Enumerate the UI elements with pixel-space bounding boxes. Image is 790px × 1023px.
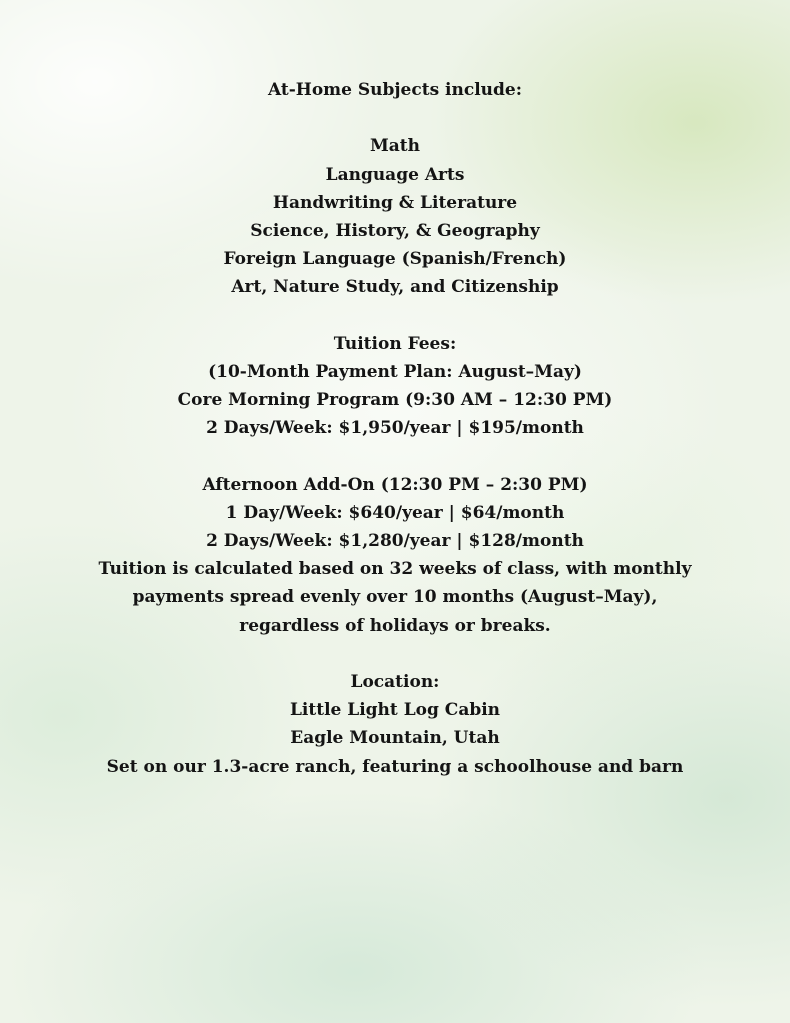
subject-item: Foreign Language (Spanish/French): [223, 249, 567, 270]
location-description: Set on our 1.3-acre ranch, featuring a schoolhouse and barn: [106, 756, 684, 777]
location-heading: Location:: [350, 671, 440, 692]
tuition-heading: Tuition Fees:: [333, 333, 457, 354]
subject-item: Math: [369, 136, 421, 157]
subjects-heading: At-Home Subjects include:: [267, 80, 523, 100]
addon-1day-price: 1 Day/Week: $640/year | $64/month: [225, 502, 565, 523]
subject-item: Science, History, & Geography: [250, 220, 540, 241]
subject-item: Art, Nature Study, and Citizenship: [231, 277, 559, 298]
subject-item: Handwriting & Literature: [272, 192, 518, 213]
tuition-note: Tuition is calculated based on 32 weeks of class, with monthly payments spread evenly over 10 months (August–May), regardless of holidays or breaks.: [98, 559, 692, 636]
tuition-plan: (10-Month Payment Plan: August–May): [208, 361, 582, 382]
document-page: [0, 76, 790, 781]
spacer: [0, 640, 790, 668]
subject-item: Language Arts: [325, 164, 465, 185]
core-program: Core Morning Program (9:30 AM – 12:30 PM): [177, 390, 613, 411]
addon-heading: Afternoon Add-On (12:30 PM – 2:30 PM): [202, 474, 588, 495]
addon-2day-price: 2 Days/Week: $1,280/year | $128/month: [206, 531, 584, 551]
spacer: [0, 104, 790, 132]
spacer: [0, 302, 790, 330]
spacer: [0, 442, 790, 470]
location-city: Eagle Mountain, Utah: [290, 728, 500, 749]
core-2day-price: 2 Days/Week: $1,950/year | $195/month: [206, 418, 584, 439]
location-name: Little Light Log Cabin: [289, 700, 501, 721]
